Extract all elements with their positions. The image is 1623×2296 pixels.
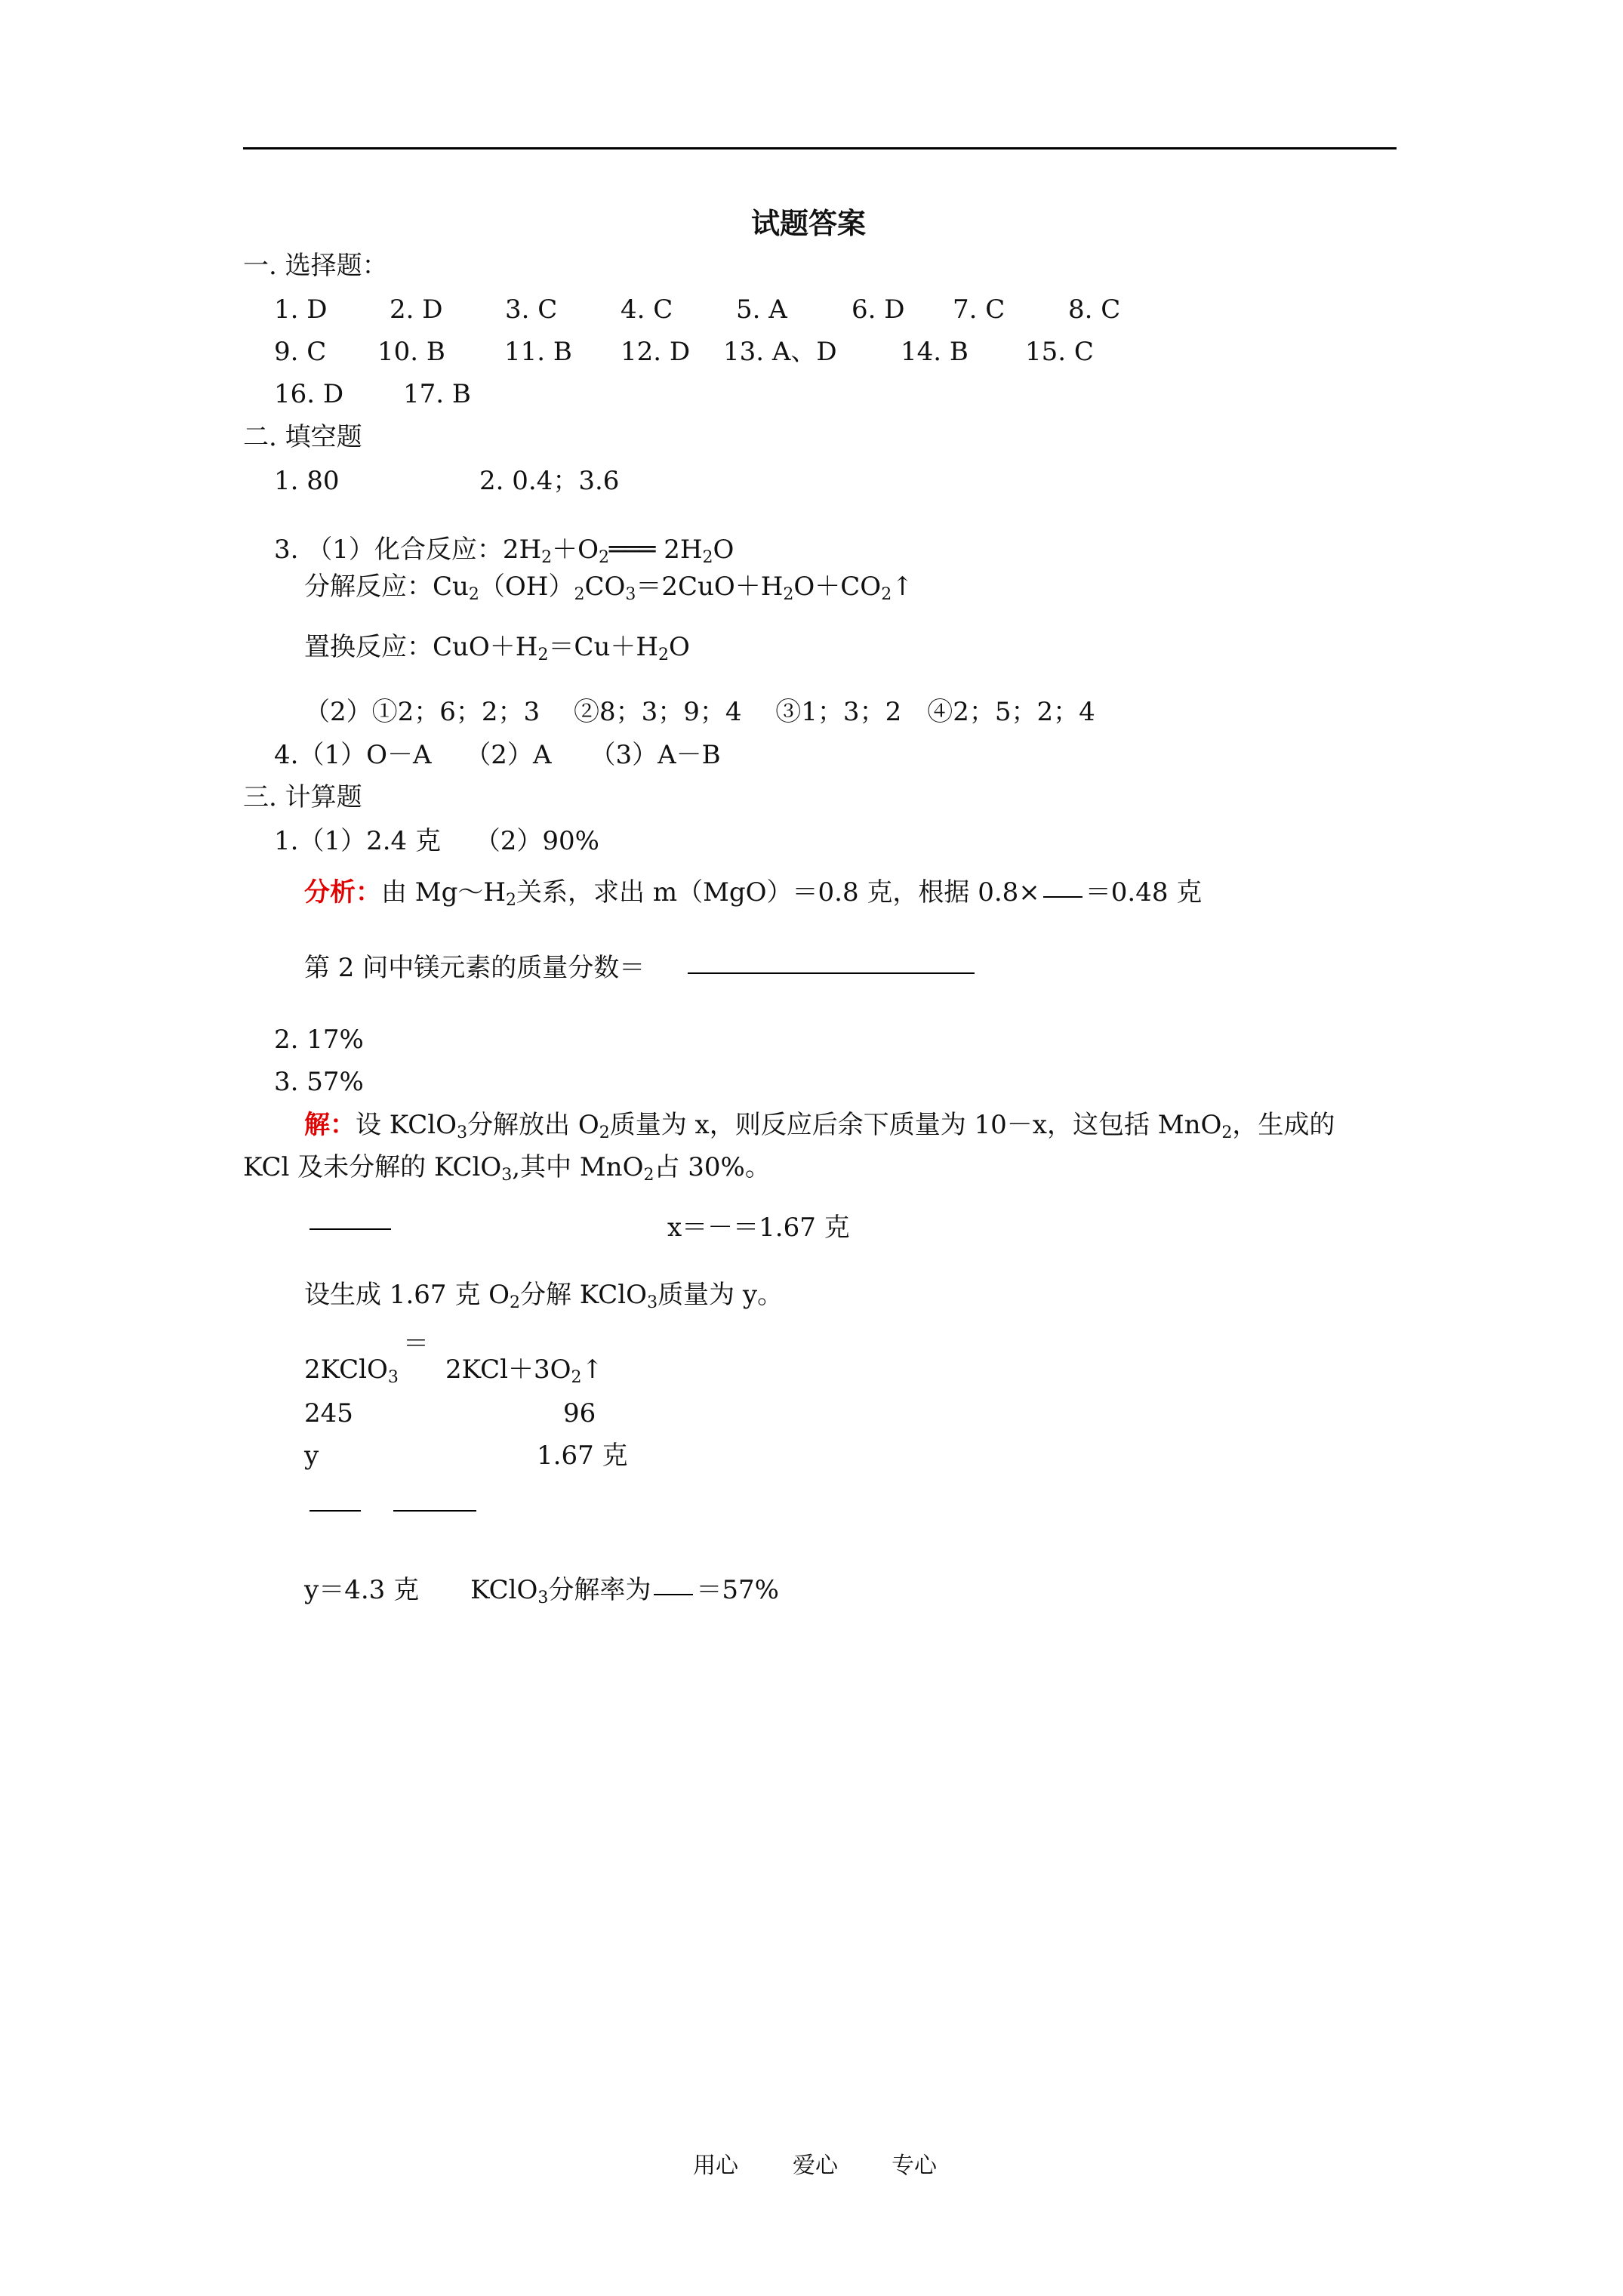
section-choice-heading: 一. 选择题： — [243, 251, 388, 281]
equation-left: 2KClO$_3$ — [304, 1354, 399, 1387]
equation-sign: ＝ — [403, 1329, 429, 1359]
calc-3-set-y: 设生成 1.67 克 $O_2$分解 KClO$_3$质量为 y。 — [304, 1280, 784, 1312]
calc-1-mass-fraction: 第 2 问中镁元素的质量分数＝ — [304, 953, 645, 983]
fill-answer-4: 4.（1）O－A （2）A （3）A－B — [274, 740, 721, 770]
footer-zhuanxin: 专心 — [892, 2153, 937, 2179]
calc-answer-2: 2. 17% — [274, 1025, 364, 1055]
fill-3-balancing: （2）①2；6；2；3 ②8；3；9；4 ③1；3；2 ④2；5；2；4 — [304, 697, 1095, 727]
fill-3-combination-reaction: 3. （1）化合反应：$2H_2+O_2═══$ $2H_2O$ — [274, 535, 735, 567]
page-title: 试题答案 — [751, 206, 867, 240]
fill-answer-2: 2. 0.4；3.6 — [479, 466, 620, 496]
footer-yongxin: 用心 — [693, 2153, 738, 2179]
fraction-line — [688, 972, 975, 974]
answer-7: 7. C — [953, 294, 1006, 325]
mass-o2: 1.67 克 — [537, 1441, 628, 1471]
answer-6: 6. D — [852, 294, 905, 325]
x-equation: x＝－＝1.67 克 — [667, 1213, 850, 1243]
header-rule — [243, 147, 1397, 149]
calc-answer-1: 1.（1）2.4 克 （2）90% — [274, 826, 599, 856]
answer-3: 3. C — [505, 294, 558, 325]
fraction-line — [310, 1228, 391, 1230]
answer-2: 2. D — [390, 294, 443, 325]
fill-3-decomposition-reaction: 分解反应：$Cu_2(OH)_2CO_3=2CuO+H_2O+CO_2↑$ — [304, 572, 913, 604]
molar-mass-kclo3: 245 — [304, 1398, 353, 1428]
answer-9: 9. C — [274, 337, 327, 367]
footer-aixin: 爱心 — [793, 2153, 838, 2179]
fill-answer-1: 1. 80 — [274, 466, 340, 496]
unknown-y: y — [304, 1441, 319, 1471]
answer-15: 15. C — [1025, 337, 1094, 367]
answer-4: 4. C — [621, 294, 673, 325]
answer-12: 12. D — [621, 337, 691, 367]
calc-1-analysis: 分析：由 $Mg\sim H_2$关系，求出 m（MgO）＝0.8 克，根据 0.8× ＝0.48 克 — [304, 877, 1203, 910]
answer-14: 14. B — [901, 337, 969, 367]
calc-3-solution-line2: KCl 及未分解的 KClO$_3$,其中 MnO$_2$占 30%。 — [243, 1152, 771, 1185]
answer-5: 5. A — [736, 294, 787, 325]
answer-17: 17. B — [403, 379, 471, 409]
section-calc-heading: 三. 计算题 — [243, 782, 362, 812]
calc-answer-3: 3. 57% — [274, 1067, 364, 1097]
answer-10: 10. B — [377, 337, 445, 367]
fraction-line — [310, 1510, 361, 1512]
answer-13: 13. A、D — [723, 337, 837, 367]
section-fill-heading: 二. 填空题 — [243, 422, 362, 452]
answer-1: 1. D — [274, 294, 328, 325]
molar-mass-o2: 96 — [563, 1398, 596, 1428]
answer-16: 16. D — [274, 379, 344, 409]
fraction-line — [393, 1510, 476, 1512]
answer-11: 11. B — [504, 337, 572, 367]
calc-3-solution-line1: 解：设 KClO$_3$分解放出 $O_2$质量为 x，则反应后余下质量为 10－x，这包括 MnO$_2$，生成的 — [304, 1110, 1335, 1142]
fill-3-displacement-reaction: 置换反应：$CuO+H_2=Cu+H_2O$ — [304, 632, 690, 664]
equation-right: $2KCl+3O_2↑$ — [445, 1354, 604, 1387]
answer-8: 8. C — [1068, 294, 1121, 325]
final-result: y＝4.3 克 KClO$_3$分解率为 ＝57% — [304, 1575, 779, 1607]
